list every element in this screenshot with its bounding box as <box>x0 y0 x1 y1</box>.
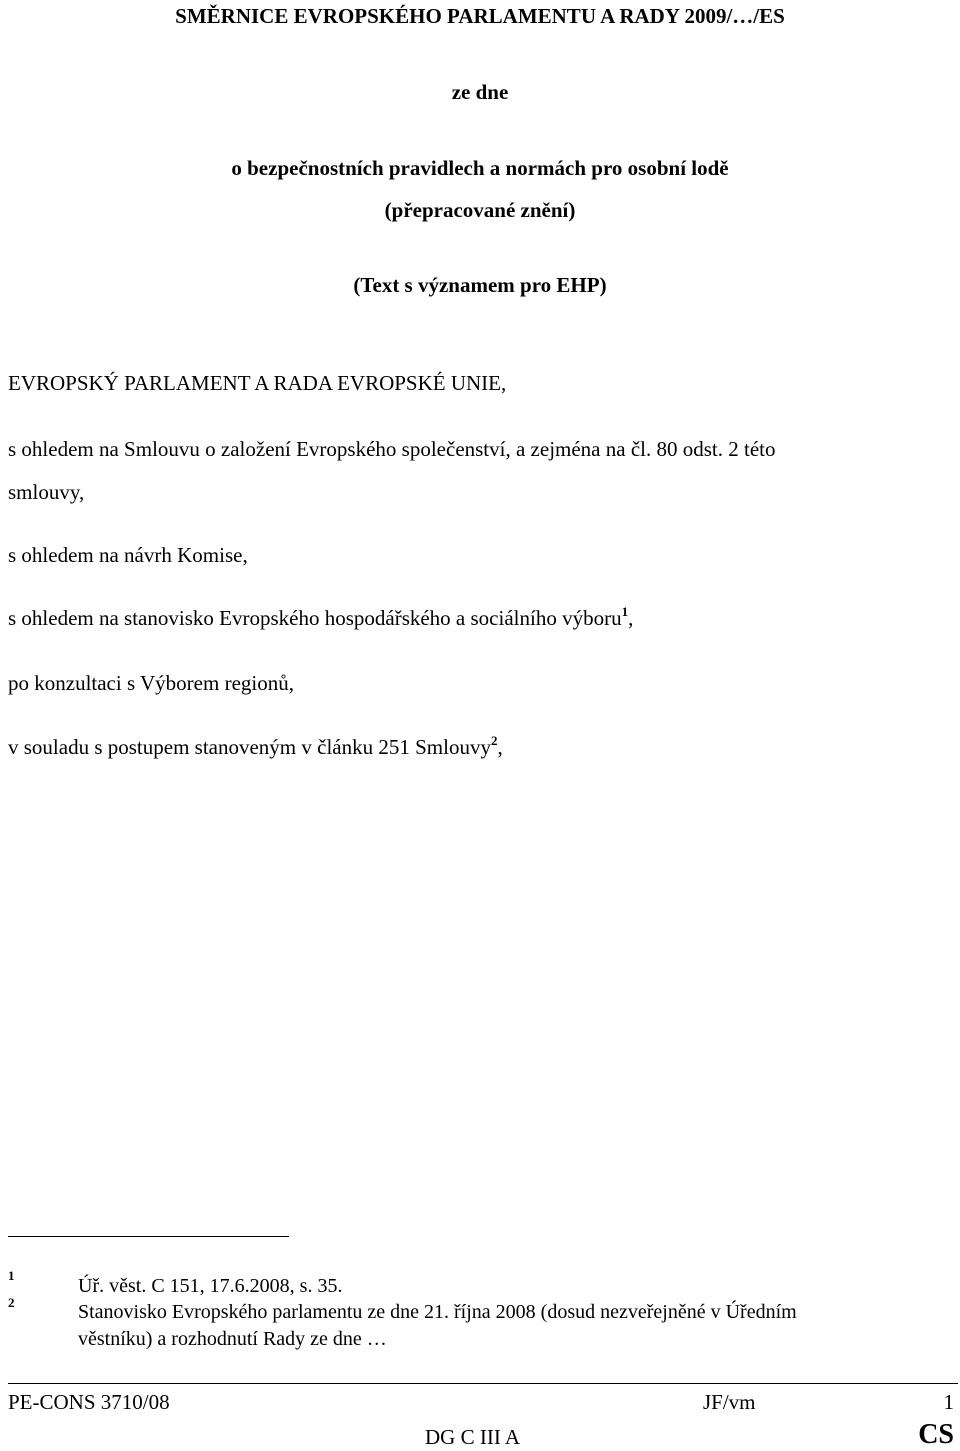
citation-esc-text: s ohledem na stanovisko Evropského hospodářského a sociálního výboru <box>8 606 622 630</box>
citation-treaty-line2: smlouvy, <box>8 480 85 504</box>
page-number: 1 <box>943 1390 954 1414</box>
footnote-text-2-line2: věstníku) a rozhodnutí Rady ze dne … <box>78 1328 387 1350</box>
footnote-ref-2[interactable]: 2 <box>490 733 498 748</box>
citation-commission: s ohledem na návrh Komise, <box>8 543 248 567</box>
citation-procedure-text: v souladu s postupem stanoveným v článku 251 Smlouvy <box>8 735 491 759</box>
footnote-number-2: 2 <box>8 1295 15 1310</box>
preamble-heading: EVROPSKÝ PARLAMENT A RADA EVROPSKÉ UNIE, <box>8 371 507 395</box>
document-reference: PE-CONS 3710/08 <box>8 1390 170 1414</box>
recast-note: (přepracované znění) <box>384 198 576 222</box>
citation-procedure-punct: , <box>497 735 503 759</box>
footnote-number-1: 1 <box>8 1268 15 1283</box>
citation-treaty-line1: s ohledem na Smlouvu o založení Evropského společenství, a zejména na čl. 80 odst. 2 této <box>8 437 776 461</box>
footnote-text-2-line1: Stanovisko Evropského parlamentu ze dne 21. října 2008 (dosud nezveřejněné v Úředním <box>78 1301 797 1323</box>
language-code: CS <box>918 1419 954 1450</box>
footnote-ref-1[interactable]: 1 <box>621 604 629 619</box>
author-initials: JF/vm <box>703 1390 756 1414</box>
footnote-text-1: Úř. věst. C 151, 17.6.2008, s. 35. <box>78 1275 343 1297</box>
document-title: SMĚRNICE EVROPSKÉHO PARLAMENTU A RADY 2009/…/ES <box>175 4 785 28</box>
citation-procedure <box>8 735 503 760</box>
directorate-code: DG C III A <box>425 1425 521 1449</box>
footer-separator <box>8 1383 958 1384</box>
citation-regions: po konzultaci s Výborem regionů, <box>8 671 294 695</box>
subject-line: o bezpečnostních pravidlech a normách pro osobní lodě <box>231 156 729 180</box>
citation-esc <box>8 606 633 631</box>
citation-esc-punct: , <box>628 606 634 630</box>
footnote-separator <box>8 1236 289 1237</box>
eea-relevance-note: (Text s významem pro EHP) <box>353 273 607 297</box>
date-line: ze dne <box>451 80 509 104</box>
